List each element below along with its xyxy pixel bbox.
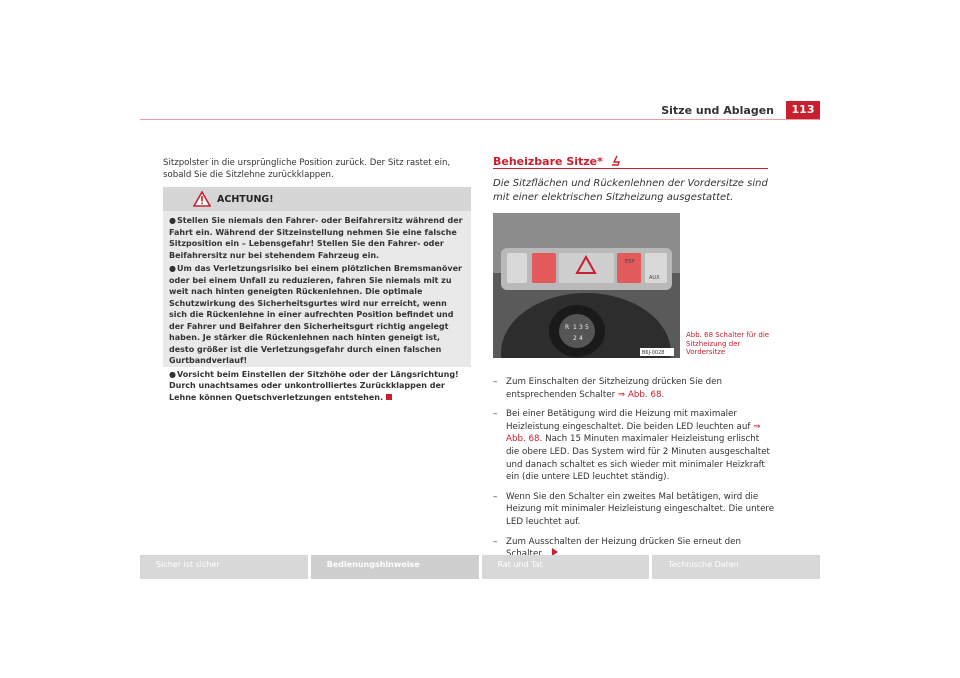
tab-sicher-ist-sicher[interactable]: Sicher ist sicher — [140, 555, 308, 579]
end-mark-icon — [386, 394, 392, 400]
esp-label: ESP — [625, 259, 635, 265]
warning-triangle-icon — [193, 191, 211, 207]
intro-paragraph: Sitzpolster in die ursprüngliche Position zurück. Der Sitz rastet ein, sobald Sie die Sitzlehne zurückklappen. — [163, 158, 451, 180]
figure-link[interactable]: ⇒ Abb. 68 — [617, 389, 662, 400]
seat-heating-switch-figure — [493, 213, 680, 358]
warning-title: ACHTUNG! — [217, 194, 274, 205]
gear-5: 5 — [585, 324, 589, 331]
list-item: – Zum Einschalten der Sitzheizung drücken Sie den entsprechenden Schalter ⇒ Abb. 68. — [493, 377, 722, 400]
gear-4: 4 — [579, 335, 583, 342]
warning-item: ●Stellen Sie niemals den Fahrer- oder Beifahrersitz während der Fahrt ein. Während der Sitzeinstellung nehmen Sie eine falsche Sitzposition ein – Lebensgefahr! Stellen Sie den Fahrer- oder Beifahrersitz nur bei stehendem Fahrzeug ein. — [169, 216, 463, 260]
aux-label: AUX — [649, 275, 660, 281]
lead-text: Die Sitzflächen und Rückenlehnen der Vordersitze sind mit einer elektrischen Sitzheizung ausgestattet. — [493, 178, 768, 203]
list-item: – Zum Ausschalten der Heizung drücken Sie erneut den — [493, 536, 775, 561]
page-header — [140, 101, 820, 119]
section-divider — [493, 168, 768, 169]
warning-item: ●Vorsicht beim Einstellen der Sitzhöhe oder der Längsrichtung! Durch unachtsames oder unkontrolliertes Zurückklappen der Lehne können Quetschverletzungen entstehen. — [169, 369, 459, 402]
chapter-title: Sitze und Ablagen — [661, 104, 774, 117]
dashboard-illustration — [493, 213, 680, 358]
bullet-icon: ● — [169, 369, 176, 379]
tab-rat-und-tat[interactable]: Rat und Tat — [482, 555, 650, 579]
seat-heating-icon — [609, 155, 621, 167]
tab-bedienungshinweise[interactable]: Bedienungshinweise — [311, 555, 479, 579]
page-number: 113 — [786, 101, 820, 119]
warning-body — [163, 211, 471, 409]
tab-technische-daten[interactable]: Technische Daten — [652, 555, 820, 579]
warning-box — [163, 187, 471, 402]
section-title: Beheizbare Sitze* — [493, 155, 768, 169]
list-item: – Bei einer Betätigung wird die Heizung mit maximaler Heizleistung eingeschaltet. Die beiden LED leuchten auf ⇒ Abb. 68. Nach 15 Minuten maximaler Heizleistung erlischt die obere LED. Das System wird für 2 Minuten ausgeschaltet und danach schaltet es sich wieder mit minimaler Heizkraft ein (die untere LED leuchtet ständig). — [493, 409, 770, 483]
header-divider — [140, 119, 820, 120]
bullet-icon: ● — [169, 216, 176, 225]
figure-link[interactable]: ⇒ Abb. 68 — [506, 421, 761, 445]
footer-nav — [140, 555, 820, 579]
right-column — [493, 155, 768, 169]
gear-3: 3 — [579, 324, 583, 331]
gear-1: 1 — [573, 324, 577, 331]
warning-item: ●Um das Verletzungsrisiko bei einem plötzlichen Bremsmanöver oder bei einem Unfall zu reduzieren, fahren Sie niemals mit zu weit nach hinten geneigten Rückenlehnen. Die optimale Schutzwirkung des Sicherheitsgurtes wird nur erreicht, wenn sich die Rückenlehne in einer aufrechten Position befindet und der Fahrer und Beifahrer den Sicherheitsgurt richtig angelegt haben. Je stärker die Rückenlehnen nach hinten geneigt ist, desto größer ist die Verletzungsgefahr durch einen falschen Gurtbandverlauf! — [169, 264, 462, 365]
list-item: – Wenn Sie den Schalter ein zweites Mal betätigen, wird die Heizung mit minimaler Heizleistung eingeschaltet. Die untere LED leuchtet auf. — [493, 491, 775, 527]
gear-2: 2 — [573, 335, 577, 342]
figure-code: B6J-0028 — [642, 350, 665, 356]
instruction-list — [493, 376, 775, 568]
gear-r: R — [565, 324, 570, 331]
figure-caption: Abb. 68 Schalter für die Sitzheizung der Vordersitze — [686, 331, 770, 356]
left-column — [163, 157, 471, 181]
bullet-icon: ● — [169, 264, 176, 273]
warning-header — [163, 187, 471, 211]
